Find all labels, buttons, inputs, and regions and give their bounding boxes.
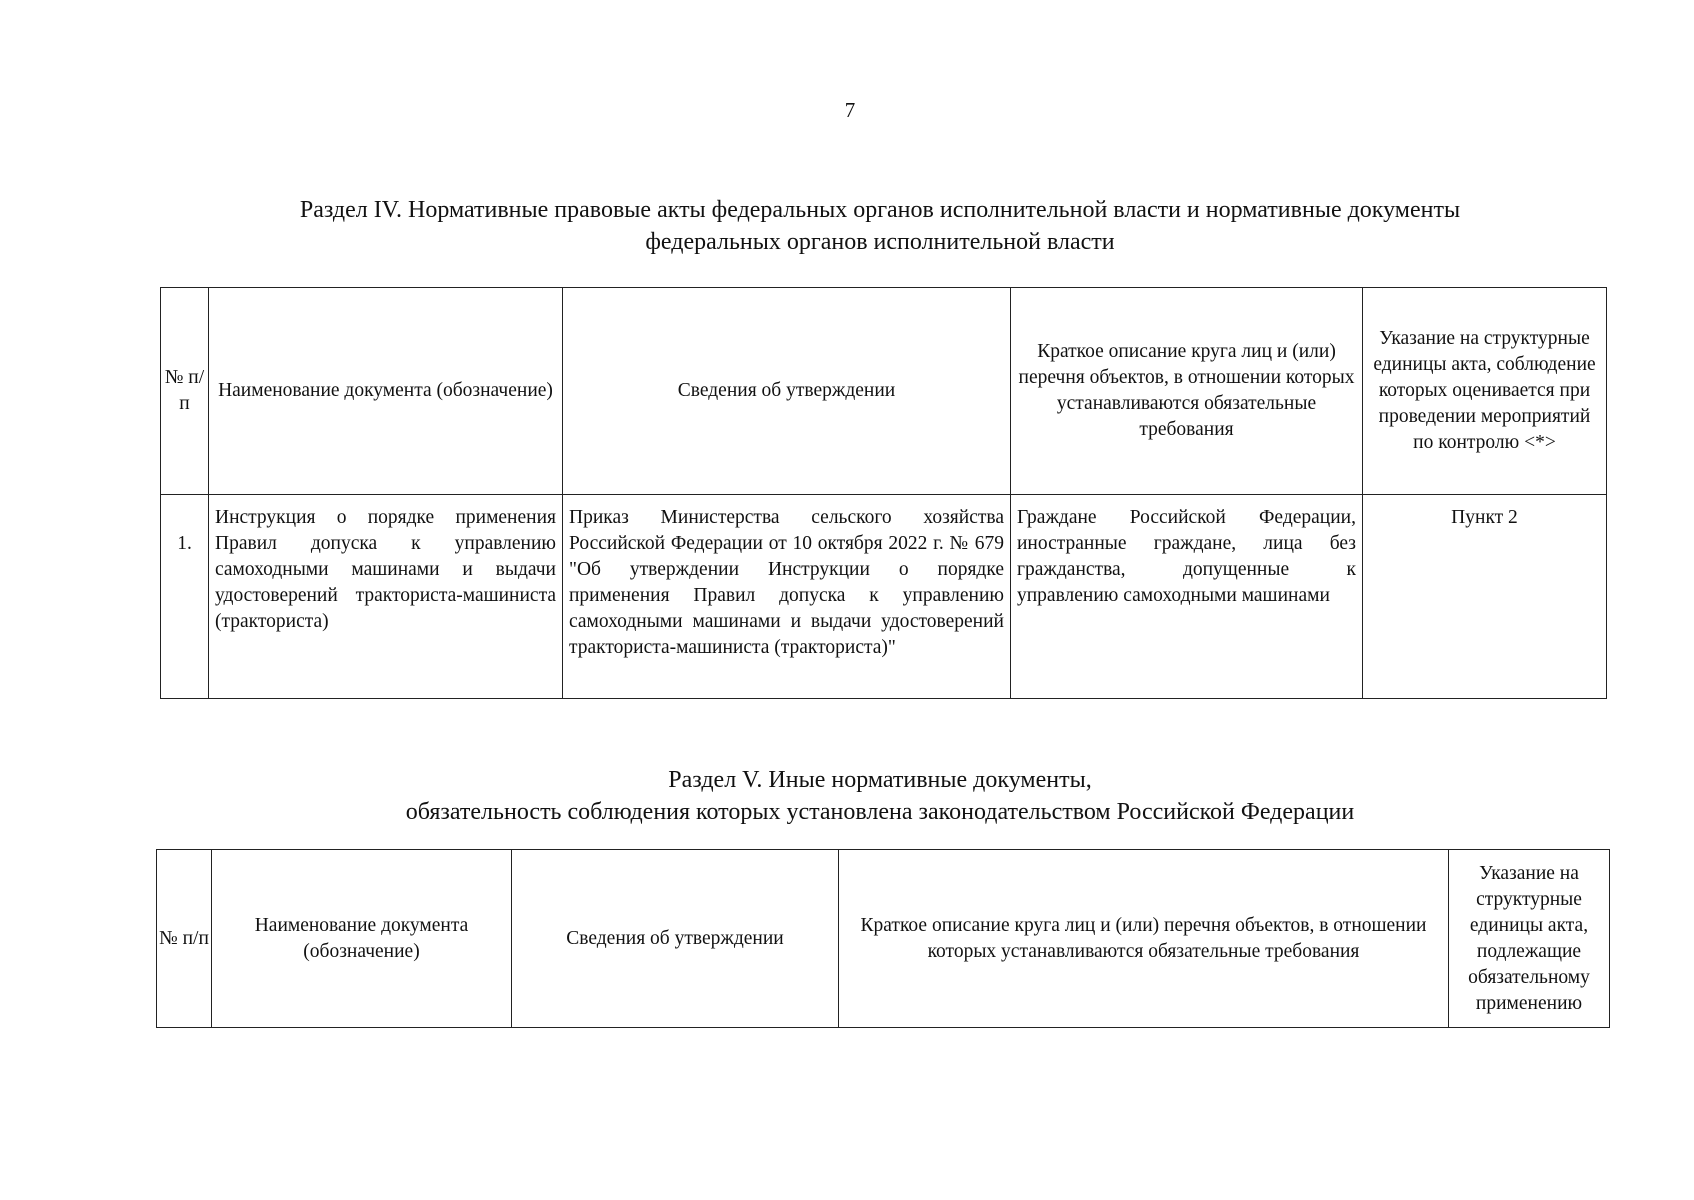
section-5-title-line-2: обязательность соблюдения которых установлена законодательством Российской Федерации: [405, 799, 1355, 825]
header-document-name: Наименование документа (обозначение): [209, 288, 563, 495]
row-document-name: Инструкция о порядке применения Правил допуска к управлению самоходными машинами и выдачи удостоверений тракториста-машиниста (тракториста): [209, 495, 563, 699]
section-4-title-line-1: Раздел IV. Нормативные правовые акты федеральных органов исполнительной власти и нормативные документы: [299, 197, 1461, 223]
section-4-title-line-2: федеральных органов исполнительной власти: [645, 229, 1115, 255]
header-approval-info: Сведения об утверждении: [563, 288, 1011, 495]
header-num: № п/п: [161, 288, 209, 495]
header-num: № п/п: [157, 850, 212, 1028]
header-approval-info: Сведения об утверждении: [512, 850, 839, 1028]
row-num: 1.: [161, 495, 209, 699]
table-header-row: [157, 850, 1610, 1028]
row-description: Граждане Российской Федерации, иностранные граждане, лица без гражданства, допущенные к управлению самоходными машинами: [1011, 495, 1363, 699]
table-header-row: [161, 288, 1607, 495]
section-5-title-line-1: Раздел V. Иные нормативные документы,: [668, 767, 1092, 793]
row-structural-units: Пункт 2: [1363, 495, 1607, 699]
row-approval-info: Приказ Министерства сельского хозяйства Российской Федерации от 10 октября 2022 г. № 679 "Об утверждении Инструкции о порядке применения Правил допуска к управлению самоходными машинами и выдачи удостоверений тракториста-машиниста (тракториста)": [563, 495, 1011, 699]
section-5-table: [156, 849, 1610, 1028]
header-structural-units: Указание на структурные единицы акта, соблюдение которых оценивается при проведении мероприятий по контролю <*>: [1363, 288, 1607, 495]
header-structural-units: Указание на структурные единицы акта, подлежащие обязательному применению: [1449, 850, 1610, 1028]
header-description: Краткое описание круга лиц и (или) перечня объектов, в отношении которых устанавливаются обязательные требования: [839, 850, 1449, 1028]
section-4-title: [180, 194, 1580, 258]
section-5-title: [180, 764, 1580, 828]
page-number: 7: [844, 98, 856, 122]
section-4-table: [160, 287, 1607, 699]
header-description: Краткое описание круга лиц и (или) перечня объектов, в отношении которых устанавливаются обязательные требования: [1011, 288, 1363, 495]
table-row: [161, 495, 1607, 699]
header-document-name: Наименование документа (обозначение): [212, 850, 512, 1028]
